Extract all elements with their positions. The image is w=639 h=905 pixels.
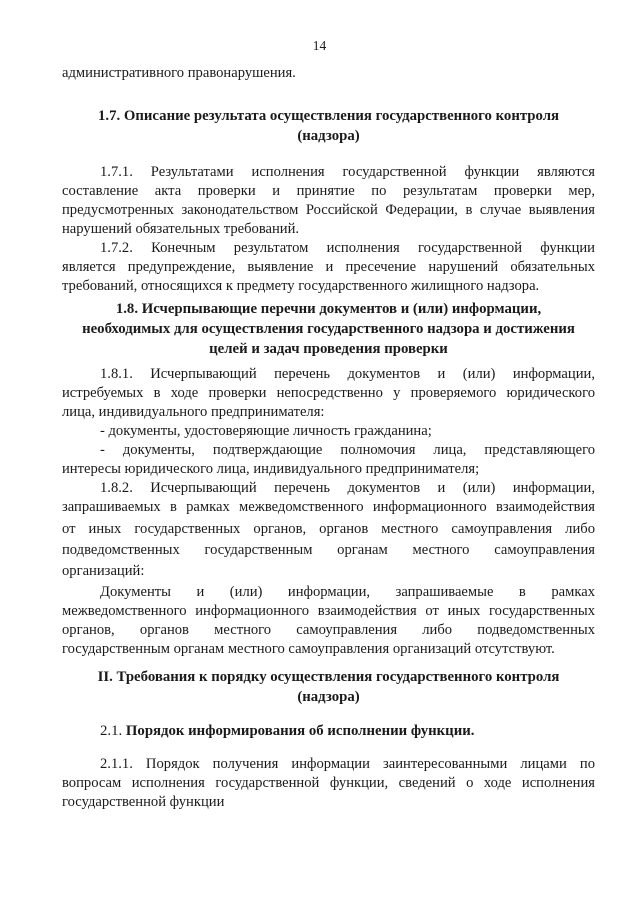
- bullet-item: - документы, удостоверяющие личность гражданина;: [100, 423, 432, 439]
- para-2-1-1-line: 2.1.1. Порядок получения информации заинтересованными лицами по: [100, 756, 595, 772]
- para-1-8-3-line: межведомственного информационного взаимодействия от иных государственных: [62, 603, 595, 619]
- subsection-title: Порядок информирования об исполнении функции.: [125, 723, 475, 739]
- para-1-7-2-line: 1.7.2. Конечным результатом исполнения государственной функции: [100, 240, 595, 256]
- bullet-item-line: интересы юридического лица, индивидуального предпринимателя;: [62, 461, 480, 477]
- section-1-7-heading-cont: (надзора): [297, 128, 360, 144]
- para-1-8-2-line: организаций:: [62, 563, 145, 579]
- para-1-8-2-line: 1.8.2. Исчерпывающий перечень документов и (или) информации,: [100, 480, 595, 496]
- section-2-heading: II. Требования к порядку осуществления государственного контроля: [97, 669, 560, 685]
- subsection-number: 2.1.: [100, 723, 123, 739]
- section-2-heading-cont: (надзора): [297, 689, 360, 705]
- section-1-8-heading-cont: необходимых для осуществления государственного надзора и достижения: [82, 321, 575, 337]
- para-1-8-1-line: истребуемых в ходе проверки непосредственно у проверяемого юридического: [62, 385, 595, 401]
- para-1-7-2-line: является предупреждение, выявление и пресечение нарушений обязательных: [62, 259, 595, 275]
- para-1-8-2-line: от иных государственных органов, органов местного самоуправления либо: [62, 521, 595, 537]
- para-1-7-1-line: предусмотренных законодательством Российской Федерации, в случае выявления: [62, 202, 595, 218]
- para-2-1-1-line: государственной функции: [62, 794, 225, 810]
- para-1-8-1-line: 1.8.1. Исчерпывающий перечень документов и (или) информации,: [100, 366, 595, 382]
- para-1-7-2-line: требований, относящихся к предмету государственного жилищного надзора.: [62, 278, 540, 294]
- para-1-7-1-line: составление акта проверки и принятие по результатам проверки мер,: [62, 183, 595, 199]
- para-1-8-3-line: Документы и (или) информации, запрашиваемые в рамках: [100, 584, 595, 600]
- bullet-item-line: - документы, подтверждающие полномочия лица, представляющего: [100, 442, 595, 458]
- section-1-8-heading: 1.8. Исчерпывающие перечни документов и (или) информации,: [115, 301, 542, 317]
- subsection-2-1-heading: [100, 721, 474, 741]
- para-1-8-2-line: подведомственных государственным органам местного самоуправления: [62, 542, 595, 558]
- continuation-line: административного правонарушения.: [62, 65, 296, 81]
- para-1-8-2-line: запрашиваемых в рамках межведомственного информационного взаимодействия: [62, 499, 595, 515]
- para-1-8-1-line: лица, индивидуального предпринимателя:: [62, 404, 325, 420]
- para-1-7-1-line: нарушений обязательных требований.: [62, 221, 300, 237]
- para-2-1-1-line: вопросам исполнения государственной функции, сведений о ходе исполнения: [62, 775, 595, 791]
- para-1-8-3-line: органов, органов местного самоуправления либо подведомственных: [62, 622, 595, 638]
- section-1-7-heading: 1.7. Описание результата осуществления государственного контроля: [97, 108, 560, 124]
- section-1-8-heading-cont: целей и задач проведения проверки: [209, 341, 448, 357]
- para-1-8-3-line: государственным органам местного самоуправления организаций отсутствуют.: [62, 641, 555, 657]
- page-number: 14: [312, 38, 327, 53]
- para-1-7-1-line: 1.7.1. Результатами исполнения государственной функции являются: [100, 164, 595, 180]
